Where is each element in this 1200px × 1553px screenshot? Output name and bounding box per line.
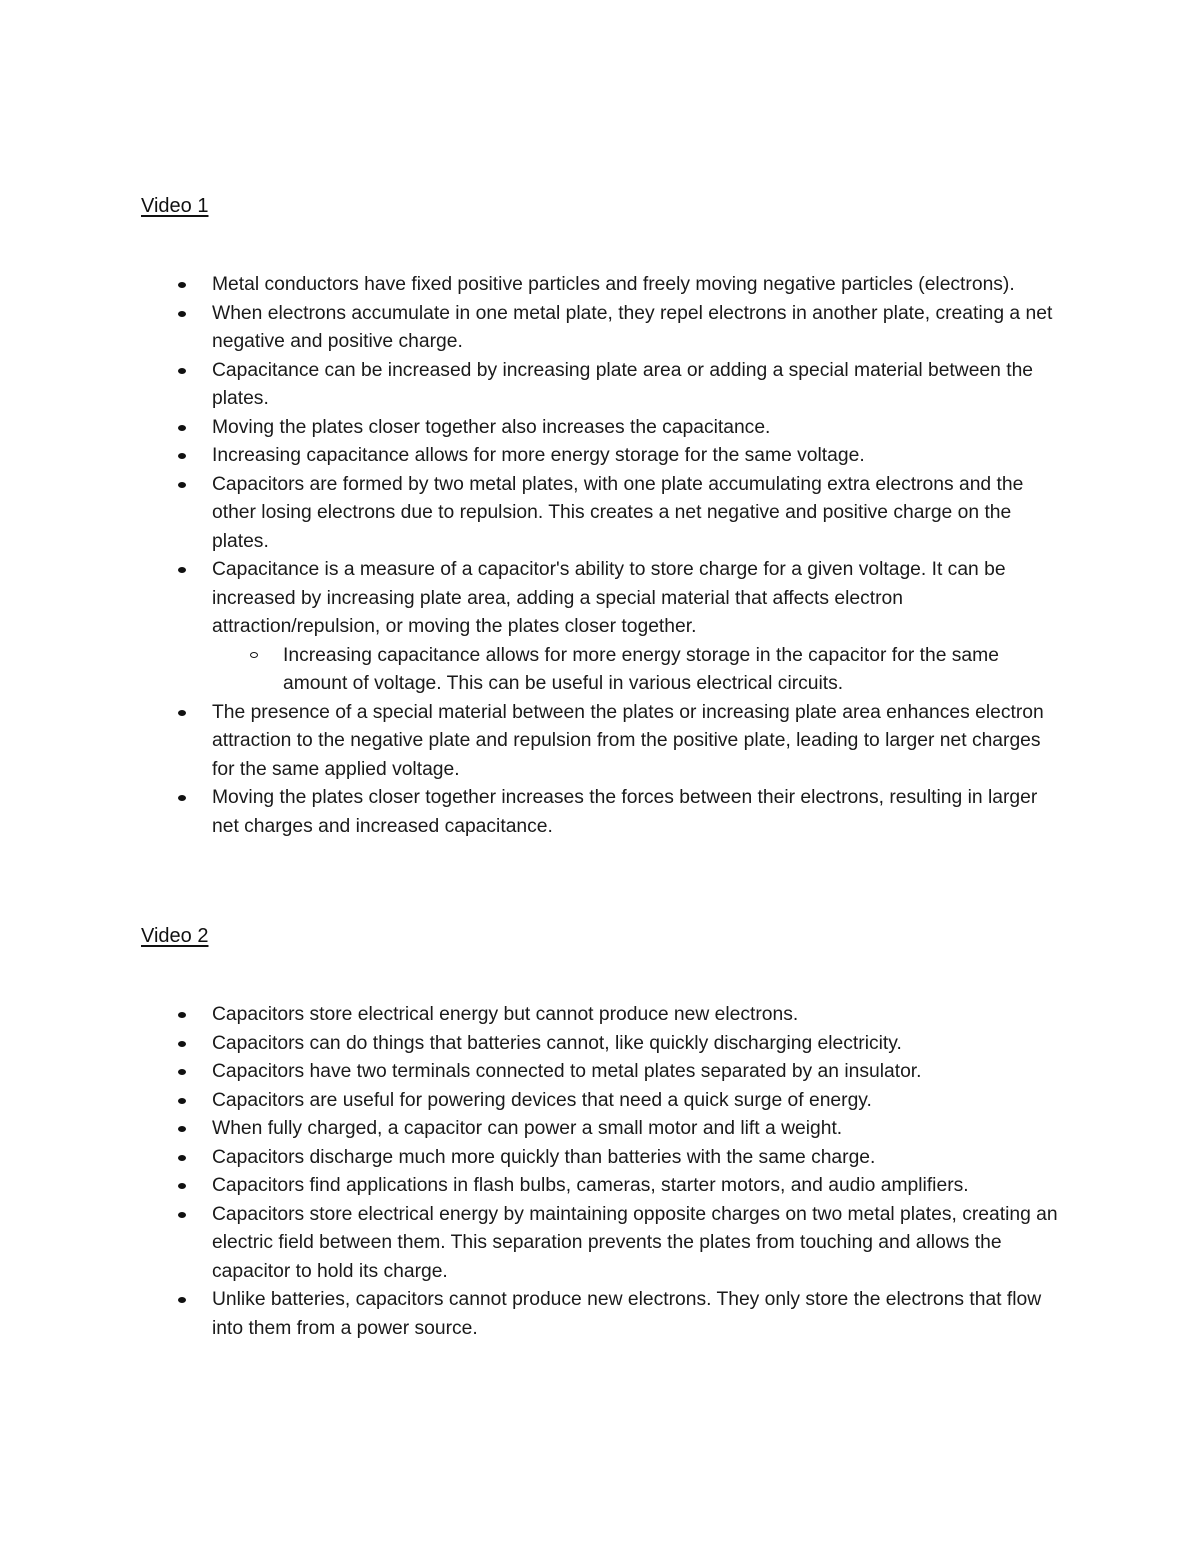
list-item xyxy=(0,1030,1062,1059)
list-item-text: Capacitors find applications in flash bulbs, cameras, starter motors, and audio amplifiers. xyxy=(212,1175,969,1196)
list-item xyxy=(0,471,1062,557)
list-item-text: Unlike batteries, capacitors cannot produce new electrons. They only store the electrons that flow into them from a power source. xyxy=(212,1289,1042,1339)
section-heading: Video 2 xyxy=(141,925,209,947)
list-item-text: When electrons accumulate in one metal plate, they repel electrons in another plate, creating a net negative and positive charge. xyxy=(212,302,1053,352)
list-item xyxy=(0,1286,1062,1343)
bullet-icon xyxy=(178,1012,186,1018)
list-item-text: Increasing capacitance allows for more energy storage for the same voltage. xyxy=(212,445,865,466)
list-item-text: Capacitance is a measure of a capacitor's ability to store charge for a given voltage. It can be increased by increasing plate area, adding a special material that affects electron attraction/repulsion, or moving the plates closer together. xyxy=(212,559,1006,637)
list-item xyxy=(0,1058,1062,1087)
bullet-icon xyxy=(178,368,186,374)
list-item xyxy=(0,357,1062,414)
list-item-text: Capacitors store electrical energy by maintaining opposite charges on two metal plates, creating an electric field between them. This separation prevents the plates from touching and allows the capacitor to hold its charge. xyxy=(212,1203,1058,1282)
bullet-icon xyxy=(178,1069,186,1075)
bullet-icon xyxy=(178,1098,186,1104)
list-item-text: Capacitors can do things that batteries cannot, like quickly discharging electricity. xyxy=(212,1032,902,1054)
bullet-icon xyxy=(178,1126,186,1132)
bullet-icon xyxy=(178,1212,186,1218)
list-item-text: Capacitance can be increased by increasing plate area or adding a special material between the plates. xyxy=(212,359,1034,409)
bullet-icon xyxy=(178,1041,186,1047)
bullet-icon xyxy=(178,425,186,431)
list-item-text: The presence of a special material between the plates or increasing plate area enhances electron attraction to the negative plate and repulsion from the positive plate, leading to larger net charges for the same applied voltage. xyxy=(212,701,1044,780)
bullet-icon xyxy=(178,1297,186,1303)
hollow-bullet-icon xyxy=(250,652,258,658)
bullet-icon xyxy=(178,311,186,317)
list-item xyxy=(0,1201,1062,1287)
list-item-text: Capacitors store electrical energy but cannot produce new electrons. xyxy=(212,1004,799,1025)
list-item xyxy=(0,414,1062,443)
list-item xyxy=(0,442,1062,471)
list-item-text: Capacitors are useful for powering devices that need a quick surge of energy. xyxy=(212,1089,872,1111)
list-item-text: Moving the plates closer together increases the forces between their electrons, resulting in larger net charges and increased capacitance. xyxy=(212,787,1038,837)
list-item-text: Capacitors are formed by two metal plates, with one plate accumulating extra electrons and the other losing electrons due to repulsion. This creates a net negative and positive charge on the plates. xyxy=(212,473,1024,552)
bullet-icon xyxy=(178,710,186,716)
bullet-icon xyxy=(178,1183,186,1189)
sub-list-item xyxy=(212,642,1063,699)
list-item xyxy=(0,300,1062,357)
sub-list-item-text: Increasing capacitance allows for more energy storage in the capacitor for the same amount of voltage. This can be useful in various electrical circuits. xyxy=(283,644,999,694)
list-item xyxy=(0,784,1062,841)
list-item xyxy=(0,1001,1062,1030)
list-item xyxy=(0,1172,1062,1201)
list-item-text: Moving the plates closer together also increases the capacitance. xyxy=(212,416,771,438)
list-item xyxy=(0,1115,1062,1144)
list-item-text: When fully charged, a capacitor can power a small motor and lift a weight. xyxy=(212,1118,843,1139)
bullet-icon xyxy=(178,282,186,288)
list-item xyxy=(0,1144,1062,1173)
list-item xyxy=(0,699,1062,785)
list-item xyxy=(0,556,1062,699)
list-item-text: Metal conductors have fixed positive particles and freely moving negative particles (electrons). xyxy=(212,274,1015,295)
section-heading: Video 1 xyxy=(141,195,209,217)
bullet-icon xyxy=(178,795,186,801)
bullet-list xyxy=(0,1001,1200,1343)
list-item xyxy=(0,271,1062,300)
list-item-text: Capacitors discharge much more quickly than batteries with the same charge. xyxy=(212,1146,876,1168)
bullet-icon xyxy=(178,567,186,573)
bullet-list xyxy=(0,271,1200,841)
list-item xyxy=(0,1087,1062,1116)
sub-bullet-list xyxy=(212,642,1062,699)
bullet-icon xyxy=(178,1155,186,1161)
list-item-text: Capacitors have two terminals connected to metal plates separated by an insulator. xyxy=(212,1061,922,1082)
bullet-icon xyxy=(178,482,186,488)
bullet-icon xyxy=(178,453,186,459)
